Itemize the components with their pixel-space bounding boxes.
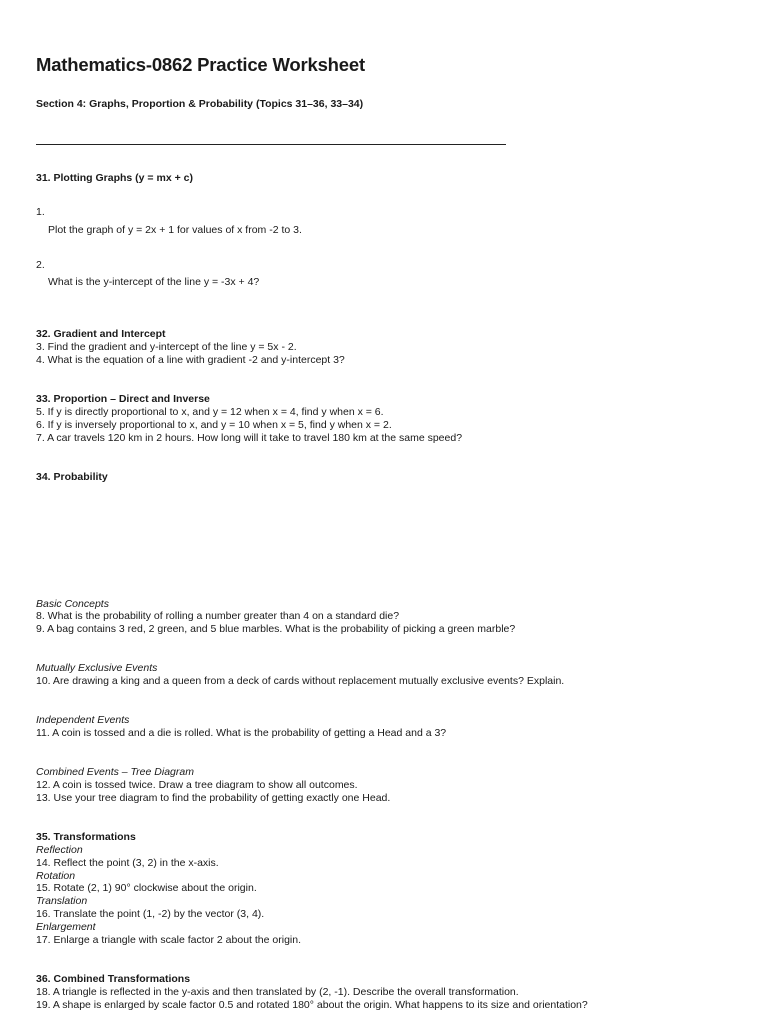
section-31-heading: 31. Plotting Graphs (y = mx + c): [36, 172, 193, 184]
section-34-heading: 34. Probability: [36, 471, 108, 483]
independent-events-label: Independent Events: [36, 714, 130, 726]
question-11: 11. A coin is tossed and a die is rolled. What is the probability of getting a Head and a 3?: [36, 727, 447, 739]
question-12: 12. A coin is tossed twice. Draw a tree diagram to show all outcomes.: [36, 779, 358, 791]
basic-concepts-label: Basic Concepts: [36, 598, 109, 610]
divider-line: [36, 144, 506, 145]
section-subtitle: Section 4: Graphs, Proportion & Probability (Topics 31–36, 33–34): [36, 98, 364, 110]
question-17: 17. Enlarge a triangle with scale factor 2 about the origin.: [36, 934, 301, 946]
enlargement-label: Enlargement: [36, 921, 96, 933]
question-5: 5. If y is directly proportional to x, and y = 12 when x = 4, find y when x = 6.: [36, 406, 384, 418]
question-13: 13. Use your tree diagram to find the probability of getting exactly one Head.: [36, 792, 391, 804]
question-2-text: What is the y-intercept of the line y = -3x + 4?: [48, 276, 260, 288]
section-32-heading: 32. Gradient and Intercept: [36, 328, 166, 340]
question-3: 3. Find the gradient and y-intercept of the line y = 5x - 2.: [36, 341, 297, 353]
rotation-label: Rotation: [36, 870, 76, 882]
question-14: 14. Reflect the point (3, 2) in the x-axis.: [36, 857, 219, 869]
question-1-number: 1.: [36, 206, 45, 218]
section-35-heading: 35. Transformations: [36, 831, 136, 843]
section-36-heading: 36. Combined Transformations: [36, 973, 191, 985]
question-18: 18. A triangle is reflected in the y-axis and then translated by (2, -1). Describe the overall transformation.: [36, 986, 519, 998]
combined-events-label: Combined Events – Tree Diagram: [36, 766, 194, 778]
question-7: 7. A car travels 120 km in 2 hours. How long will it take to travel 180 km at the same speed?: [36, 432, 463, 444]
question-1-text: Plot the graph of y = 2x + 1 for values of x from -2 to 3.: [48, 224, 302, 236]
question-19: 19. A shape is enlarged by scale factor 0.5 and rotated 180° about the origin. What happens to its size and orientation?: [36, 999, 588, 1011]
page-title: Mathematics-0862 Practice Worksheet: [36, 54, 365, 75]
section-33-heading: 33. Proportion – Direct and Inverse: [36, 393, 210, 405]
question-6: 6. If y is inversely proportional to x, and y = 10 when x = 5, find y when x = 2.: [36, 419, 392, 431]
question-4: 4. What is the equation of a line with gradient -2 and y-intercept 3?: [36, 354, 345, 366]
translation-label: Translation: [36, 895, 88, 907]
question-8: 8. What is the probability of rolling a number greater than 4 on a standard die?: [36, 610, 400, 622]
reflection-label: Reflection: [36, 844, 83, 856]
question-16: 16. Translate the point (1, -2) by the vector (3, 4).: [36, 908, 265, 920]
question-10: 10. Are drawing a king and a queen from a deck of cards without replacement mutually exclusive events? Explain.: [36, 675, 565, 687]
question-2-number: 2.: [36, 259, 45, 271]
mutually-exclusive-label: Mutually Exclusive Events: [36, 662, 158, 674]
question-15: 15. Rotate (2, 1) 90° clockwise about the origin.: [36, 882, 257, 894]
question-9: 9. A bag contains 3 red, 2 green, and 5 blue marbles. What is the probability of picking a green marble?: [36, 623, 516, 635]
